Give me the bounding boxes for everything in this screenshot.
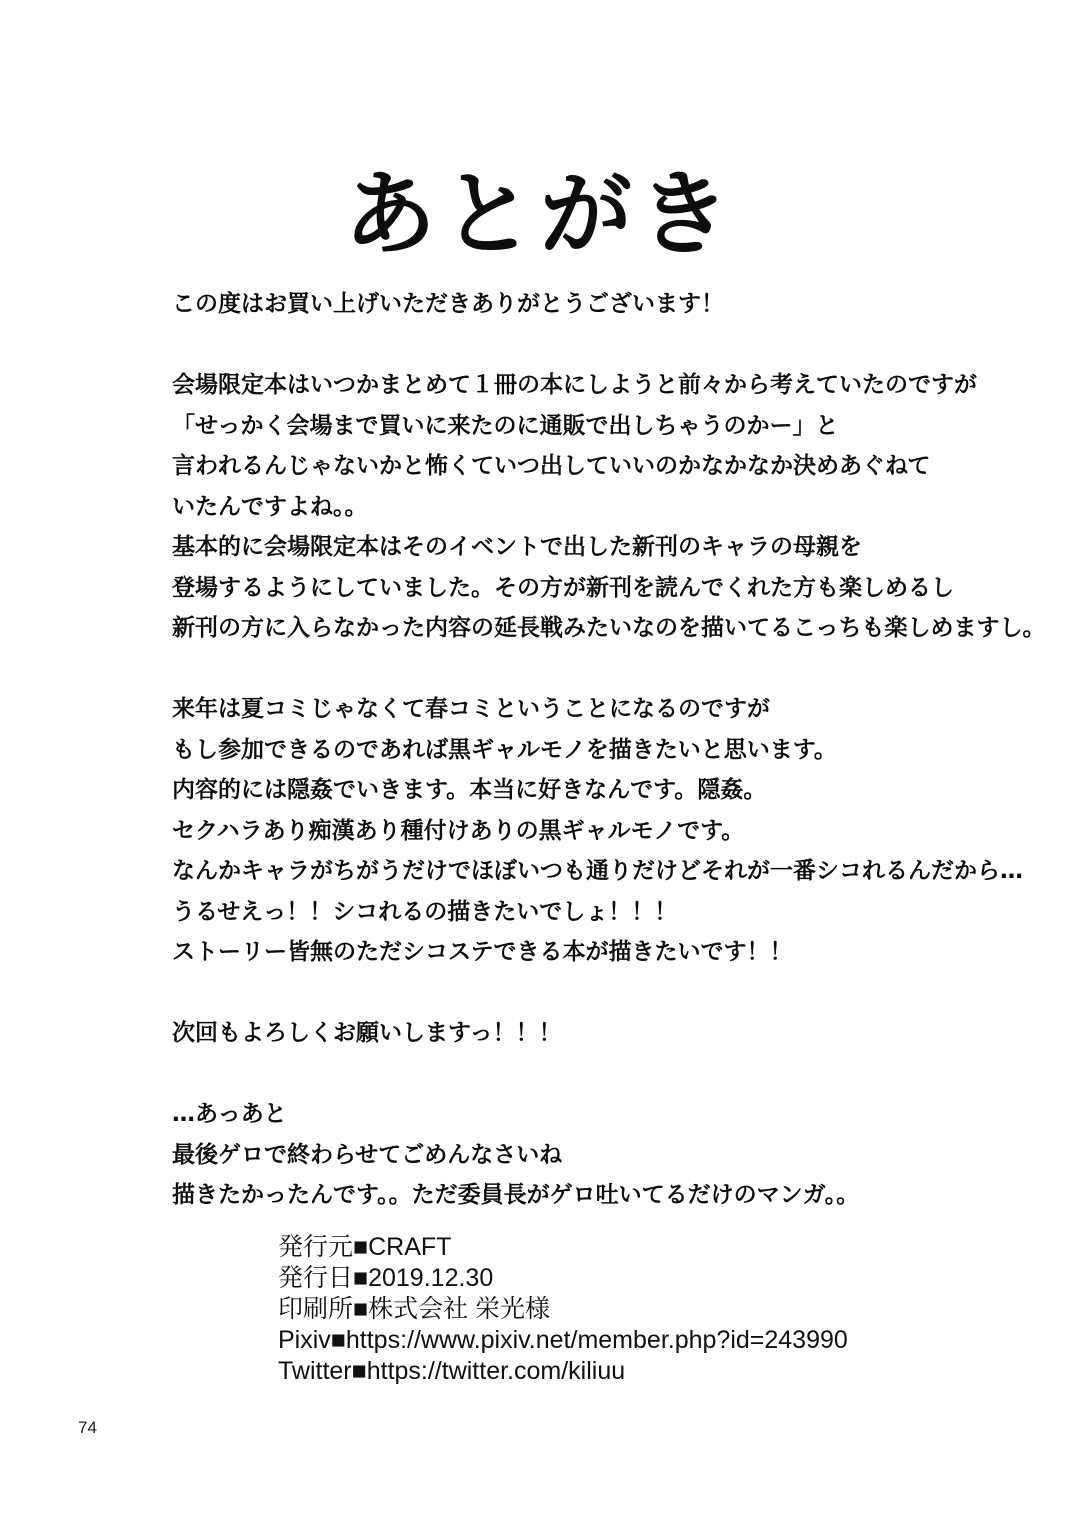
- paragraph-gap: [172, 1054, 1052, 1095]
- paragraph-gap: [172, 325, 1052, 366]
- text-line: もし参加できるのであれば黒ギャルモノを描きたいと思います。: [172, 736, 837, 763]
- text-line: 基本的に会場限定本はそのイベントで出した新刊のキャラの母親を: [172, 534, 862, 560]
- text-line: 次回もよろしくお願いしますっ！！！: [172, 1020, 562, 1046]
- paragraph-gap: [172, 649, 1052, 690]
- paragraph-gap: [172, 973, 1052, 1014]
- colophon-twitter-link: Twitter■https://twitter.com/kiliuu: [278, 1357, 626, 1385]
- text-line: 「せっかく会場まで買いに来たのに通販で出しちゃうのかー」と: [172, 412, 839, 439]
- colophon-pixiv-link: Pixiv■https://www.pixiv.net/member.php?id=243990: [278, 1326, 848, 1354]
- colophon-printer: 印刷所■株式会社 栄光様: [278, 1295, 551, 1323]
- colophon-date: 発行日■2019.12.30: [278, 1264, 494, 1292]
- afterword-body: [172, 284, 1052, 1216]
- text-line: 来年は夏コミじゃなくて春コミということになるのですが: [172, 696, 770, 722]
- text-line: 言われるんじゃないかと怖くていつ出していいのかなかなか決めあぐねて: [172, 453, 931, 479]
- afterword-title: あとがき: [343, 161, 736, 268]
- text-line: 登場するようにしていました。その方が新刊を読んでくれた方も楽しめるし: [172, 574, 954, 601]
- text-line: 新刊の方に入らなかった内容の延長戦みたいなのを描いてるこっちも楽しめますし。: [172, 615, 1046, 641]
- text-line: 会場限定本はいつかまとめて１冊の本にしようと前々から考えていたのですが: [172, 372, 977, 398]
- text-line: なんかキャラがちがうだけでほぼいつも通りだけどそれが一番シコれるんだから…: [172, 858, 1023, 884]
- text-line: セクハラあり痴漢あり種付けありの黒ギャルモノです。: [172, 817, 745, 844]
- text-line: 最後ゲロで終わらせてごめんなさいね: [172, 1141, 563, 1168]
- text-line: 内容的には隠姦でいきます。本当に好きなんです。隠姦。: [172, 777, 767, 803]
- colophon: [278, 1232, 1038, 1387]
- page-number: 74: [78, 1418, 97, 1437]
- text-line: うるせえっ！！シコれるの描きたいでしょ！！！: [172, 898, 678, 925]
- text-line: …あっあと: [172, 1101, 287, 1127]
- colophon-publisher: 発行元■CRAFT: [278, 1233, 452, 1261]
- text-line: いたんですよね。。: [172, 493, 368, 520]
- text-line: この度はお買い上げいただきありがとうございます！: [172, 291, 724, 317]
- text-line: 描きたかったんです。。ただ委員長がゲロ吐いてるだけのマンガ。。: [172, 1182, 860, 1208]
- text-line: ストーリー皆無のただシコステできる本が描きたいです！！: [172, 939, 793, 965]
